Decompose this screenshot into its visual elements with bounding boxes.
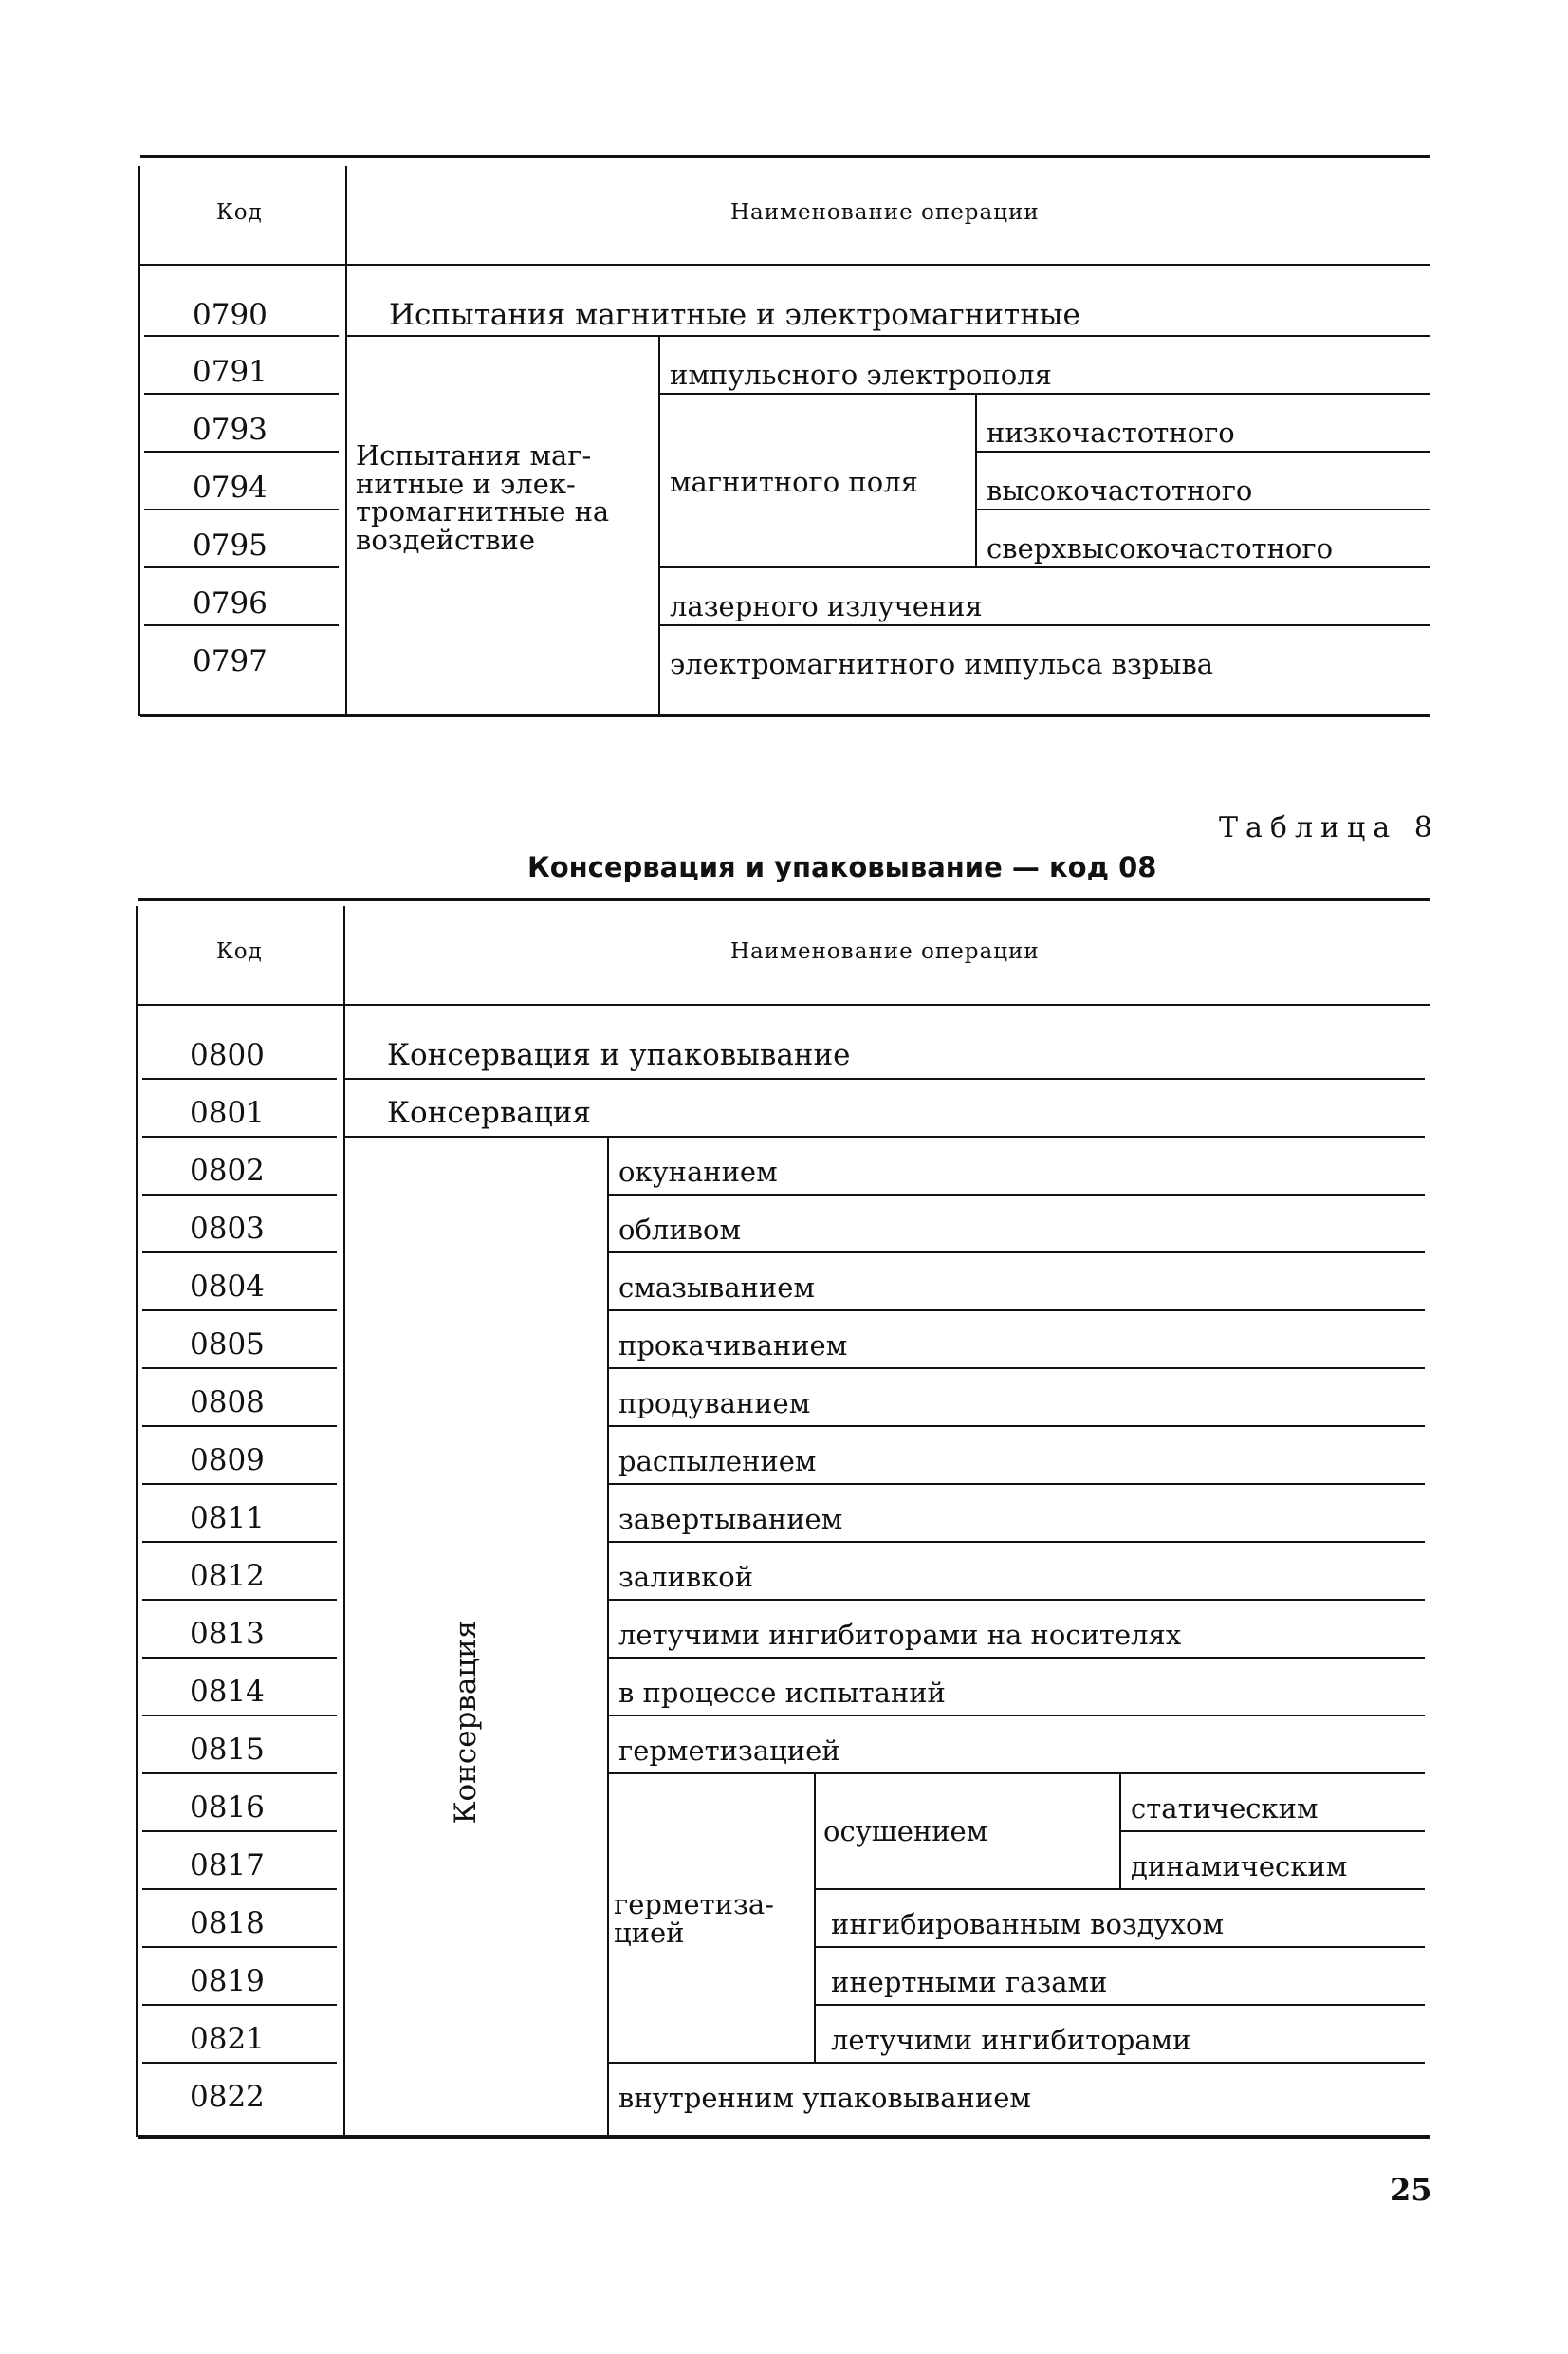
table-row-name: Консервация и упаковывание bbox=[387, 1038, 851, 1072]
table-row-name: ингибированным воздухом bbox=[831, 1908, 1225, 1940]
table-row-code: 0800 bbox=[190, 1038, 265, 1072]
table-row-name: окунанием bbox=[618, 1156, 778, 1188]
table-row-name: продуванием bbox=[618, 1387, 811, 1419]
table-row-code: 0812 bbox=[190, 1559, 265, 1593]
table-row-code: 0797 bbox=[193, 644, 267, 678]
table-row-code: 0793 bbox=[193, 413, 267, 447]
table-row-code: 0818 bbox=[190, 1906, 265, 1940]
table-row-code: 0803 bbox=[190, 1212, 265, 1246]
table-row-code: 0811 bbox=[190, 1501, 265, 1535]
table-row-code: 0796 bbox=[193, 586, 267, 621]
table-row-code: 0794 bbox=[193, 471, 267, 505]
table-row-name: лазерного излучения bbox=[670, 590, 983, 622]
table-row-name: высокочастотного bbox=[987, 474, 1253, 507]
table-row-code: 0814 bbox=[190, 1675, 265, 1709]
table-row-code: 0791 bbox=[193, 355, 267, 389]
table-row-name: завертыванием bbox=[618, 1503, 843, 1535]
table-8-header-code: Код bbox=[216, 939, 263, 964]
table-row-code: 0795 bbox=[193, 528, 267, 563]
table-row-code: 0819 bbox=[190, 1964, 265, 1998]
table-7-header-code: Код bbox=[216, 200, 263, 225]
table-8-group-label: Консервация bbox=[449, 1620, 483, 1825]
table-8-header-name: Наименование операции bbox=[730, 939, 1040, 964]
page-number: 25 bbox=[1390, 2172, 1432, 2208]
table-row-code: 0817 bbox=[190, 1848, 265, 1882]
table-row-code: 0809 bbox=[190, 1443, 265, 1477]
table-row-code: 0816 bbox=[190, 1790, 265, 1825]
table-row-name: Испытания магнитные и электромагнитные bbox=[389, 298, 1080, 332]
table-row-name: инертными газами bbox=[831, 1966, 1108, 1998]
table-row-name: импульсного электрополя bbox=[670, 359, 1052, 391]
table-row-name: обливом bbox=[618, 1214, 742, 1246]
table-row-name: Консервация bbox=[387, 1096, 591, 1130]
table-row-code: 0821 bbox=[190, 2022, 265, 2056]
table-row-code: 0815 bbox=[190, 1733, 265, 1767]
table-row-name: сверхвысокочастотного bbox=[987, 532, 1334, 565]
table-8-label: Таблица 8 bbox=[1219, 811, 1440, 844]
table-row-code: 0790 bbox=[193, 298, 267, 332]
table-row-name: герметизацией bbox=[618, 1734, 840, 1767]
table-row-name: в процессе испытаний bbox=[618, 1677, 946, 1709]
table-row-code: 0813 bbox=[190, 1617, 265, 1651]
table-row-name: распылением bbox=[618, 1445, 817, 1477]
table-row-code: 0802 bbox=[190, 1154, 265, 1188]
table-row-name: статическим bbox=[1131, 1792, 1319, 1825]
table-row-code: 0801 bbox=[190, 1096, 265, 1130]
table-row-name: электромагнитного импульса взрыва bbox=[670, 648, 1214, 680]
table-8-hermetic-label: герметиза-цией bbox=[614, 1888, 774, 1949]
table-row-code: 0805 bbox=[190, 1327, 265, 1362]
table-7-group-label: Испытания маг-нитные и элек-тромагнитные на воздействие bbox=[356, 439, 610, 556]
table-row-name: заливкой bbox=[618, 1561, 754, 1593]
table-row-code: 0808 bbox=[190, 1385, 265, 1419]
table-row-name: летучими ингибиторами на носителях bbox=[618, 1619, 1182, 1651]
table-8-title: Консервация и упаковывание — код 08 bbox=[527, 851, 1157, 883]
table-row-name: динамическим bbox=[1131, 1850, 1348, 1882]
table-row-name: низкочастотного bbox=[987, 417, 1235, 449]
table-7-header-name: Наименование операции bbox=[730, 200, 1040, 225]
table-row-code: 0804 bbox=[190, 1270, 265, 1304]
table-row-code: 0822 bbox=[190, 2080, 265, 2114]
table-row-name: летучими ингибиторами bbox=[831, 2024, 1191, 2056]
table-row-name: прокачиванием bbox=[618, 1329, 848, 1362]
table-row-name: внутренним упаковыванием bbox=[618, 2082, 1031, 2114]
table-8-drying-label: осушением bbox=[823, 1815, 988, 1847]
table-7-magnetic-label: магнитного поля bbox=[670, 466, 918, 498]
table-row-name: смазыванием bbox=[618, 1271, 815, 1304]
